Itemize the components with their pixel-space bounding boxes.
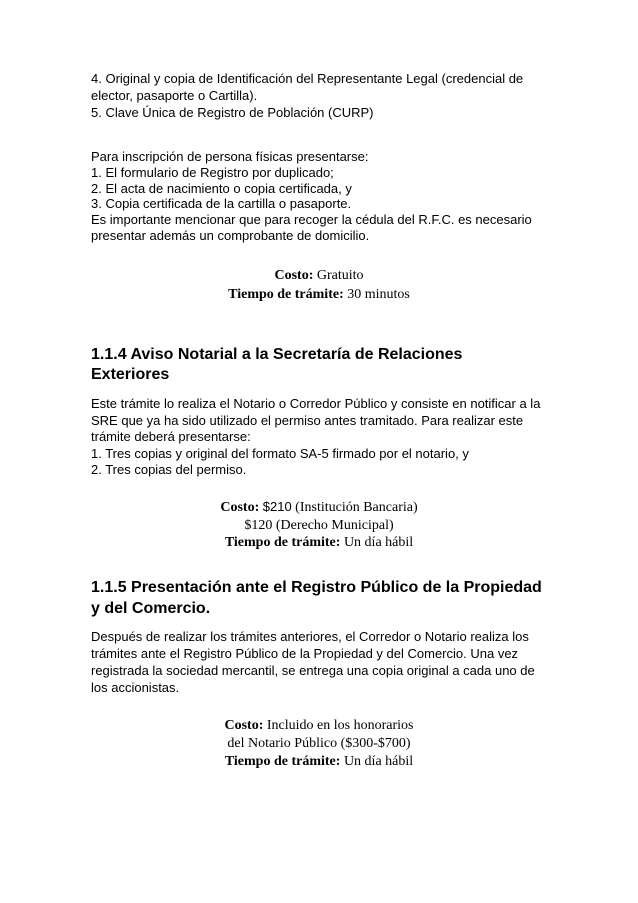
time-line [0, 534, 638, 552]
cost-label: Costo: [224, 718, 264, 733]
body-line: Este trámite lo realiza el Notario o Corredor Público y consiste en notificar a la [91, 396, 541, 411]
list-item: 1. El formulario de Registro por duplicado; [91, 164, 334, 180]
time-value: 30 minutos [347, 287, 410, 302]
time-label: Tiempo de trámite: [224, 535, 341, 550]
list-item: 4. Original y copia de Identificación del Representante Legal (credencial de [91, 71, 524, 86]
requirements-list [91, 70, 523, 121]
heading-line: Exteriores [91, 366, 170, 383]
section-paragraph [91, 396, 540, 479]
body-line: trámites ante el Registro Público de la Propiedad y del Comercio. Una vez [91, 646, 519, 661]
cost-line [0, 717, 638, 735]
cost-amount: $210 [262, 499, 292, 514]
body-line: trámite deberá presentarse: [91, 429, 251, 444]
cost-line [0, 498, 638, 517]
cost-label: Costo: [220, 500, 260, 515]
cost-line [0, 266, 638, 285]
cost-label: Costo: [274, 268, 314, 283]
body-line: SRE que ya ha sido utilizado el permiso antes tramitado. Para realizar este [91, 412, 524, 428]
cost-value: Gratuito [316, 268, 364, 283]
personas-fisicas-paragraph [91, 149, 532, 244]
body-line: los accionistas. [91, 680, 180, 695]
list-item: 2. Tres copias del permiso. [91, 462, 247, 477]
body-line: Es importante mencionar que para recoger la cédula del R.F.C. es necesario [91, 212, 532, 228]
section-paragraph [91, 628, 535, 696]
body-line: Para inscripción de persona físicas presentarse: [91, 149, 369, 164]
body-line: Después de realizar los trámites anteriores, el Corredor o Notario realiza los [91, 629, 529, 644]
list-item: 5. Clave Única de Registro de Población (CURP) [91, 105, 374, 120]
time-label: Tiempo de trámite: [224, 754, 341, 769]
time-label: Tiempo de trámite: [228, 287, 344, 302]
list-item: elector, pasaporte o Cartilla). [91, 88, 258, 103]
cost-block [0, 717, 638, 771]
body-line: presentar además un comprobante de domicilio. [91, 227, 370, 243]
cost-line: del Notario Público ($300-$700) [227, 736, 411, 751]
time-value: Un día hábil [343, 754, 414, 769]
time-line [0, 285, 638, 304]
list-item: 3. Copia certificada de la cartilla o pasaporte. [91, 196, 352, 212]
heading-line: 1.1.5 Presentación ante el Registro Público de la Propiedad [91, 579, 542, 596]
section-heading [91, 345, 462, 385]
heading-line: y del Comercio. [91, 600, 211, 617]
time-line [0, 753, 638, 771]
list-item: 1. Tres copias y original del formato SA-5 firmado por el notario, y [91, 445, 469, 461]
time-value: Un día hábil [343, 535, 414, 550]
cost-block [0, 498, 638, 552]
cost-block [0, 266, 638, 304]
section-heading [91, 577, 542, 619]
heading-line: 1.1.4 Aviso Notarial a la Secretaría de Relaciones [91, 346, 463, 363]
list-item: 2. El acta de nacimiento o copia certificada, y [91, 180, 352, 196]
cost-value: Incluido en los honorarios [266, 718, 414, 733]
cost-line: $120 (Derecho Municipal) [244, 517, 394, 533]
body-line: registrada la sociedad mercantil, se entrega una copia original a cada uno de [91, 663, 535, 678]
cost-value: (Institución Bancaria) [295, 500, 418, 515]
